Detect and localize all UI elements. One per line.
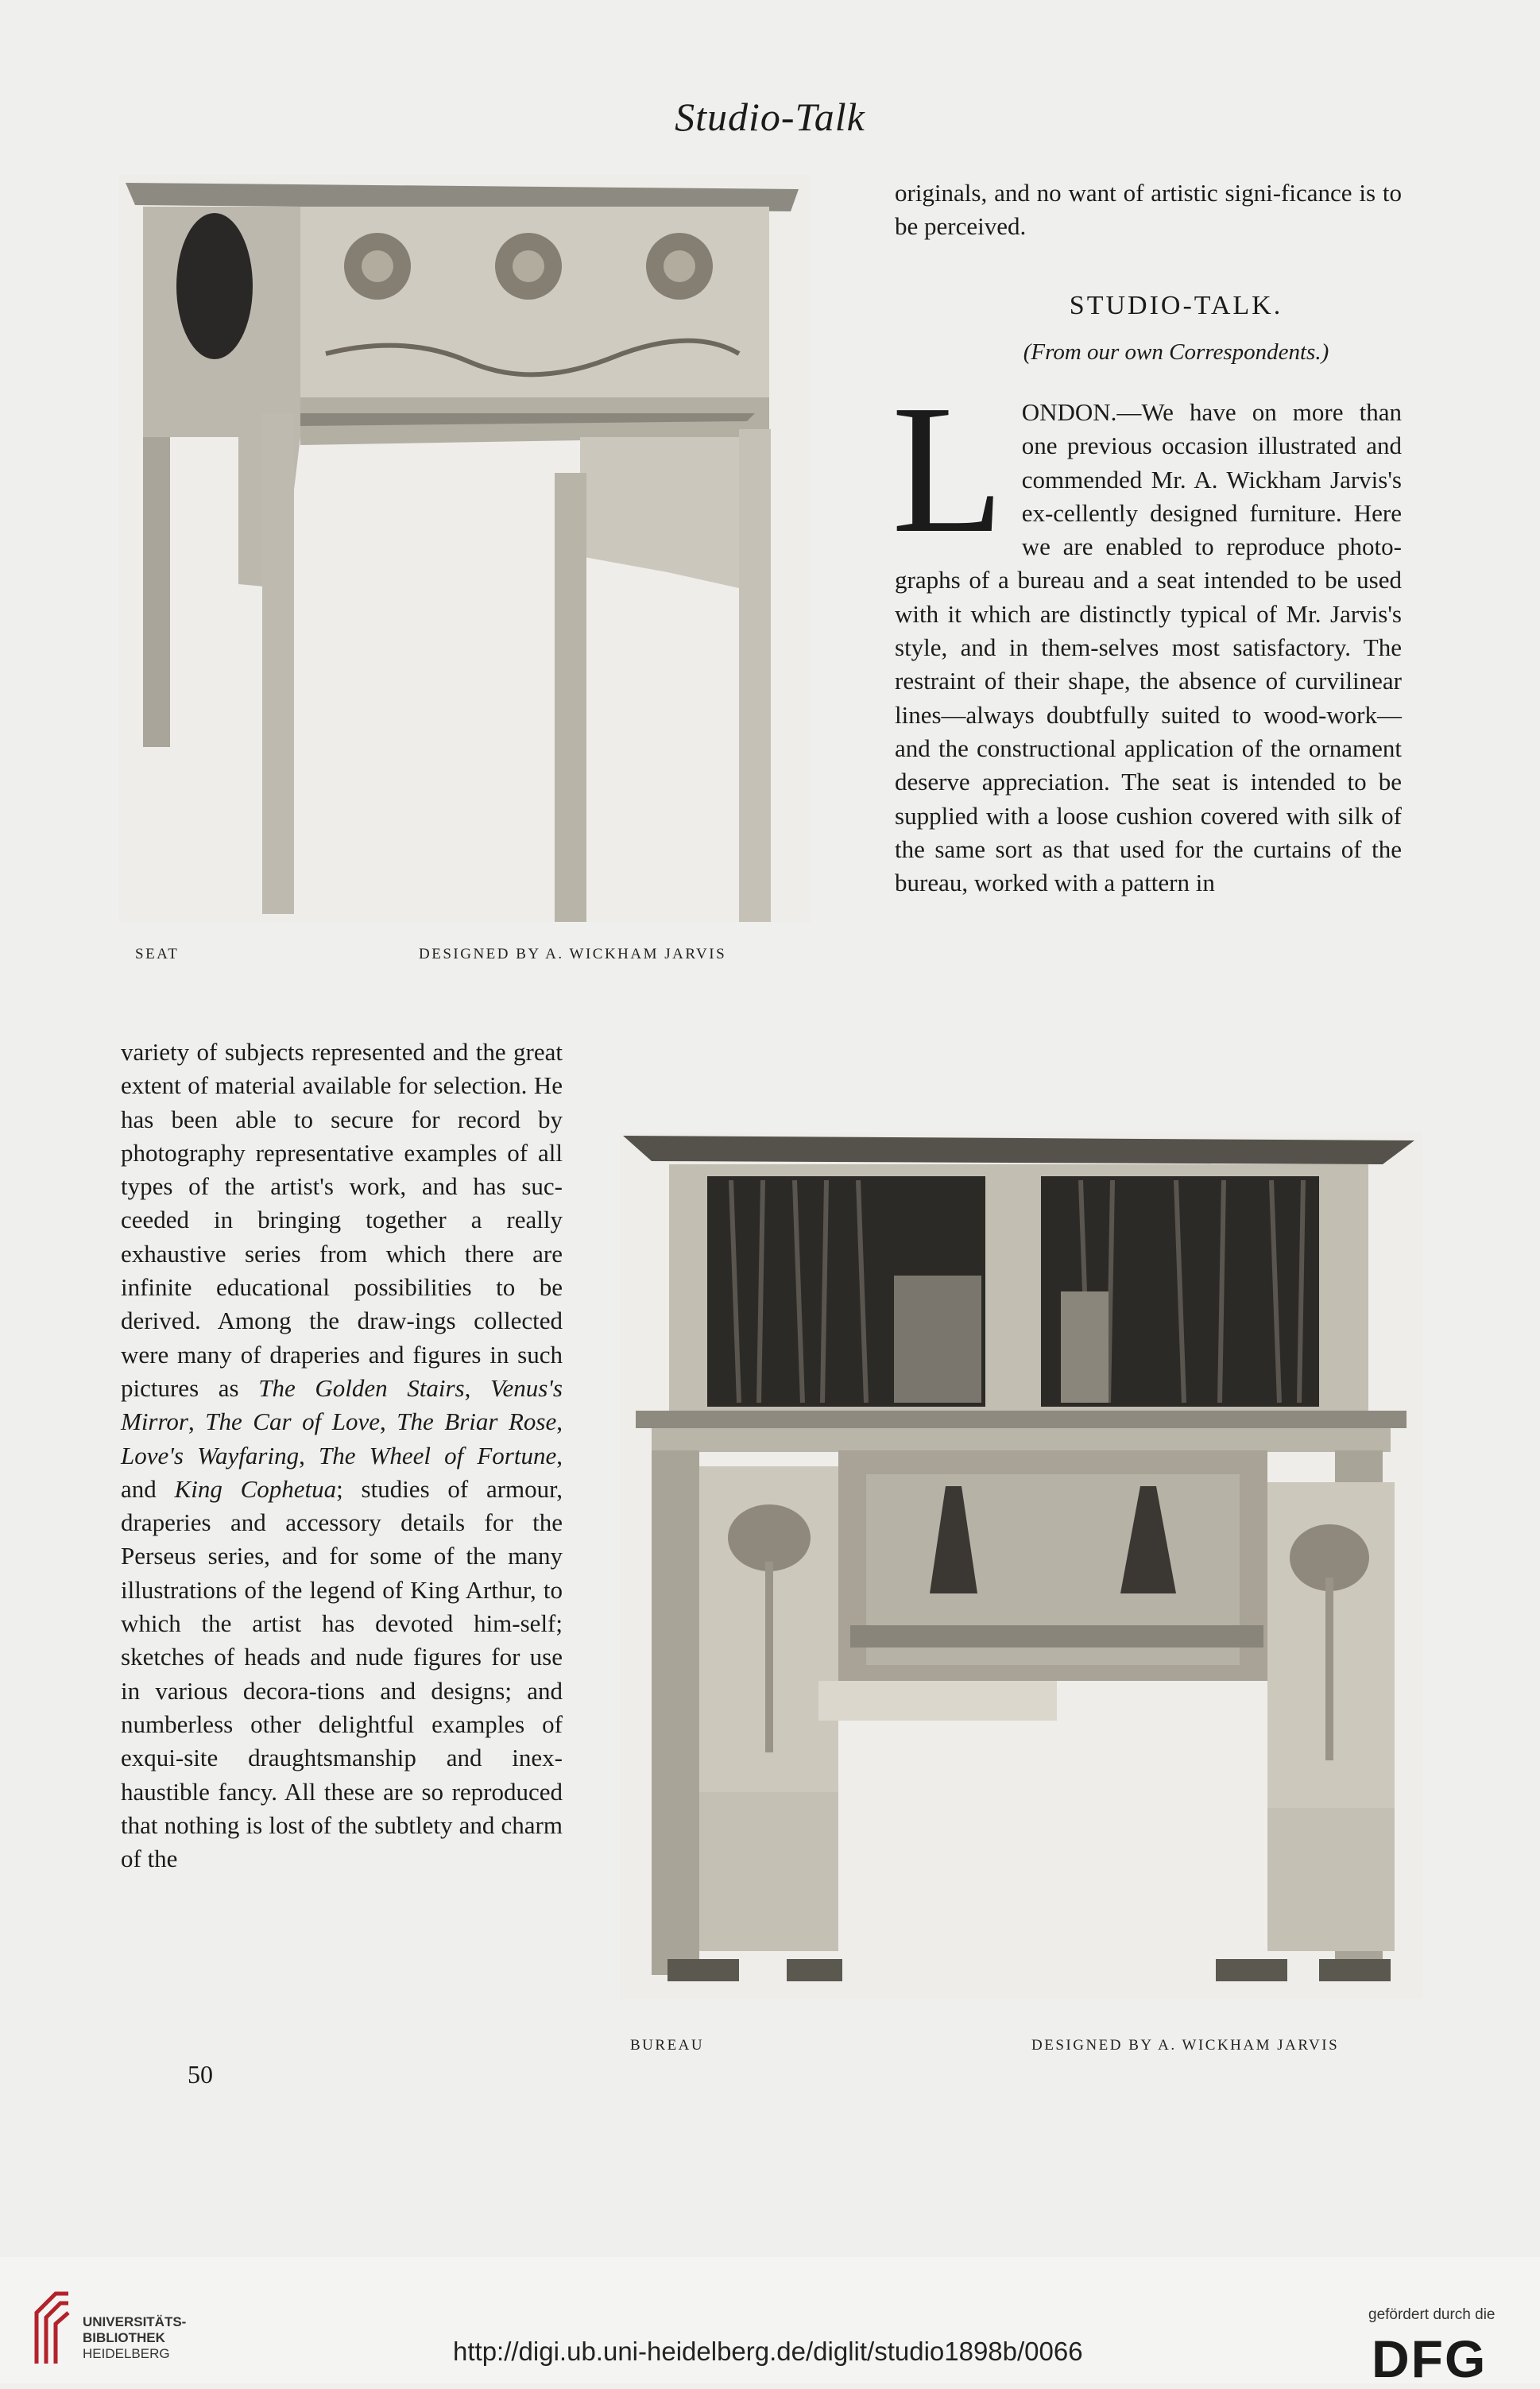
section-lead: ONDON.—We have on more than one previous occasion illustrated and commended Mr. A. Wickham Jarvis's ex-cellently designed furniture. <box>1021 398 1402 527</box>
title-car-of-love: The Car of Love <box>205 1407 380 1436</box>
running-head: Studio-Talk <box>675 95 865 139</box>
section-body <box>892 367 1402 900</box>
library-name <box>83 2314 186 2362</box>
left-column-text: variety of subjects represented and the great extent of material available for selection. He has been able to secure for record by photography representative examples of all types of the artist's work, and has suc-ceeded in bringing together a really exhaustive series from which there are infinite educational possibilities to be derived. Among the draw-ings collected were many of draperies and figures in such pictures as The Golden Stairs, Venus's Mirror, The Car of Love, The Briar Rose, Love's Wayfaring, The Wheel of Fortune, and King Cophetua; studies of armour, draperies and accessory details for the Perseus series, and for some of the many illustrations of the legend of King Arthur, to which the artist has devoted him-self; sketches of heads and nude figures for use in various decora-tions and designs; and numberless other delightful examples of exqui-site draughtsmanship and inex-haustible fancy. All these are so reproduced that nothing is lost of the subtlety and charm of the <box>121 1038 563 1873</box>
bureau-caption-left: BUREAU <box>630 2037 705 2054</box>
section-body-text: Here we are enabled to reproduce photo-graphs of a bureau and a seat intended to be used with it which are distinctly typical of Mr. Jarvis's style, and in them-selves most satisfactory. The restraint of their shape, the absence of curvilinear lines—always doubtfully suited to wood-work—and the constructional application of the ornament deserve appreciation. The seat is intended to be supplied with a loose cushion covered with silk of the same sort as that used for the curtains of the bureau, worked with a pattern in <box>895 498 1402 897</box>
title-venus-mirror: Venus's Mirror <box>121 1373 563 1436</box>
dfg-logo: DFG <box>1372 2329 1488 2388</box>
library-name-line3: HEIDELBERG <box>83 2346 170 2361</box>
left-text-before: variety of subjects represented and the great extent of material available for selection. He has been able to secure for record by photography representative examples of all types of the artist's work, and has suc-ceeded in bringing together a really exhaustive series from which there are infinite educational possibilities to be derived. Among the draw-ings collected were many of draperies and figures in such pictures as <box>121 1038 563 1402</box>
source-url-link[interactable]: http://digi.ub.uni-heidelberg.de/diglit/studio1898b/0066 <box>453 2337 1083 2366</box>
drop-cap: L <box>892 367 1004 571</box>
seat-photo <box>119 175 811 922</box>
left-text-after: ; studies of armour, draperies and accessory details for the Perseus series, and for some of the many illustrations of the legend of King Arthur, to which the artist has devoted him-self; sketches of heads and nude figures for use in various decora-tions and designs; and numberless other delightful examples of exqui-site draughtsmanship and inex-haustible fancy. All these are so reproduced that nothing is lost of the subtlety and charm of the <box>121 1474 563 1873</box>
bureau-caption-right: DESIGNED BY A. WICKHAM JARVIS <box>1031 2037 1340 2054</box>
library-name-line2: BIBLIOTHEK <box>83 2330 165 2345</box>
bureau-photo <box>620 1133 1422 1999</box>
library-name-line1: UNIVERSITÄTS- <box>83 2314 187 2329</box>
seat-caption-right: DESIGNED BY A. WICKHAM JARVIS <box>419 946 727 962</box>
title-briar-rose: The Briar Rose <box>397 1407 557 1436</box>
section-subtitle: (From our own Correspondents.) <box>1023 339 1329 365</box>
sponsor-label: gefördert durch die <box>1368 2306 1496 2323</box>
library-logo-icon <box>32 2281 73 2368</box>
title-loves-wayfaring: Love's Wayfaring <box>121 1441 300 1469</box>
title-golden-stairs: The Golden Stairs <box>258 1373 465 1402</box>
section-title: STUDIO-TALK. <box>1069 291 1283 320</box>
right-column-top-text: originals, and no want of artistic signi-ficance is to be perceived. <box>895 179 1402 241</box>
page-number: 50 <box>188 2060 213 2089</box>
title-wheel-of-fortune: The Wheel of Fortune <box>318 1441 557 1469</box>
seat-caption-left: SEAT <box>135 946 180 962</box>
title-king-cophetua: King Cophetua <box>174 1474 337 1503</box>
